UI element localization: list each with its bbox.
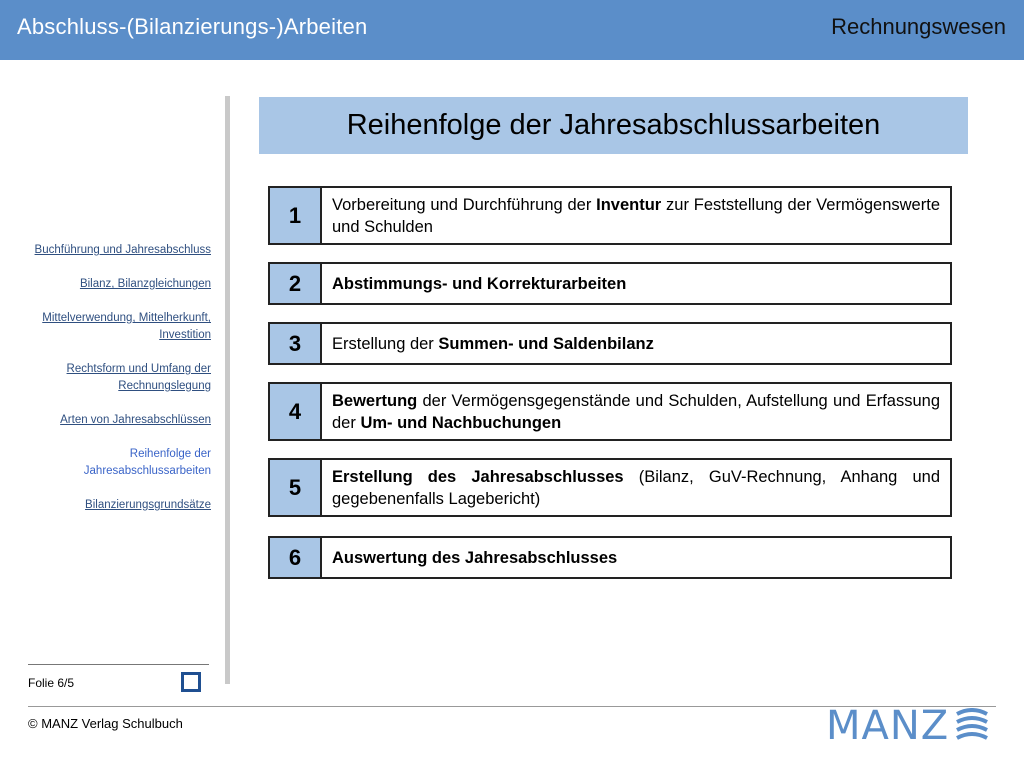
sidebar-item-rechtsform[interactable]: Rechtsform und Umfang der Rechnungslegung	[66, 363, 211, 392]
step-text	[322, 460, 950, 515]
step-row	[268, 536, 952, 579]
step-number: 4	[270, 384, 322, 439]
sidebar-divider	[225, 96, 230, 684]
step-text-segment: Um- und Nachbuchungen	[360, 413, 562, 432]
step-number: 3	[270, 324, 322, 363]
logo-text: MANZ	[826, 703, 950, 749]
step-text-segment: (Bilanz, GuV-Rechnung, Anhang und gegebenenfalls Lagebericht)	[332, 467, 940, 508]
footer-divider-short	[28, 664, 209, 665]
sidebar-item-buchfuehrung[interactable]: Buchführung und Jahresabschluss	[34, 244, 211, 256]
step-text-segment: Summen- und Saldenbilanz	[438, 334, 654, 353]
step-text	[322, 264, 950, 303]
step-text-segment: der Vermögensgegenstände und Schulden, Aufstellung und Erfassung der	[332, 391, 940, 432]
sidebar-item-mittelverwendung[interactable]: Mittelverwendung, Mittelherkunft, Investition	[42, 312, 211, 341]
step-number: 6	[270, 538, 322, 577]
copyright: © MANZ Verlag Schulbuch	[28, 716, 183, 731]
slide-title-box	[259, 97, 968, 154]
sidebar-nav	[10, 242, 211, 531]
step-text-segment: Auswertung des Jahresabschlusses	[332, 548, 618, 567]
step-text	[322, 538, 950, 577]
header-bar	[0, 0, 1024, 60]
step-number: 2	[270, 264, 322, 303]
step-row	[268, 322, 952, 365]
step-text-segment: Erstellung des Jahresabschlusses	[332, 467, 624, 486]
step-row	[268, 186, 952, 245]
sidebar-item-bilanz[interactable]: Bilanz, Bilanzgleichungen	[79, 278, 211, 290]
step-text-segment: Bewertung	[332, 391, 418, 410]
step-text	[322, 324, 950, 363]
step-text-segment: Abstimmungs- und Korrekturarbeiten	[332, 274, 627, 293]
header-title: Abschluss-(Bilanzierungs-)Arbeiten	[17, 14, 368, 39]
step-text	[322, 384, 950, 439]
square-icon[interactable]	[181, 672, 201, 692]
sidebar-item-arten[interactable]: Arten von Jahresabschlüssen	[60, 414, 211, 426]
step-text-segment: zur Feststellung der Vermögenswerte und Schulden	[332, 195, 940, 236]
slide-counter: Folie 6/5	[28, 676, 75, 690]
step-text-segment: Inventur	[596, 195, 662, 214]
sidebar-item-reihenfolge[interactable]: Reihenfolge der Jahresabschlussarbeiten	[83, 448, 211, 477]
step-number: 5	[270, 460, 322, 515]
step-text-segment: Erstellung der	[332, 334, 439, 353]
header-section: Rechnungswesen	[831, 14, 1006, 39]
logo-waves-icon	[953, 708, 991, 744]
slide-title: Reihenfolge der Jahresabschlussarbeiten	[346, 109, 881, 141]
step-text-segment: Vorbereitung und Durchführung der	[332, 195, 597, 214]
step-row	[268, 262, 952, 305]
sidebar-item-bilanzierungsgrundsaetze[interactable]: Bilanzierungsgrundsätze	[85, 499, 211, 511]
step-number: 1	[270, 188, 322, 243]
step-row	[268, 458, 952, 517]
manz-logo	[826, 703, 991, 749]
step-text	[322, 188, 950, 243]
step-row	[268, 382, 952, 441]
